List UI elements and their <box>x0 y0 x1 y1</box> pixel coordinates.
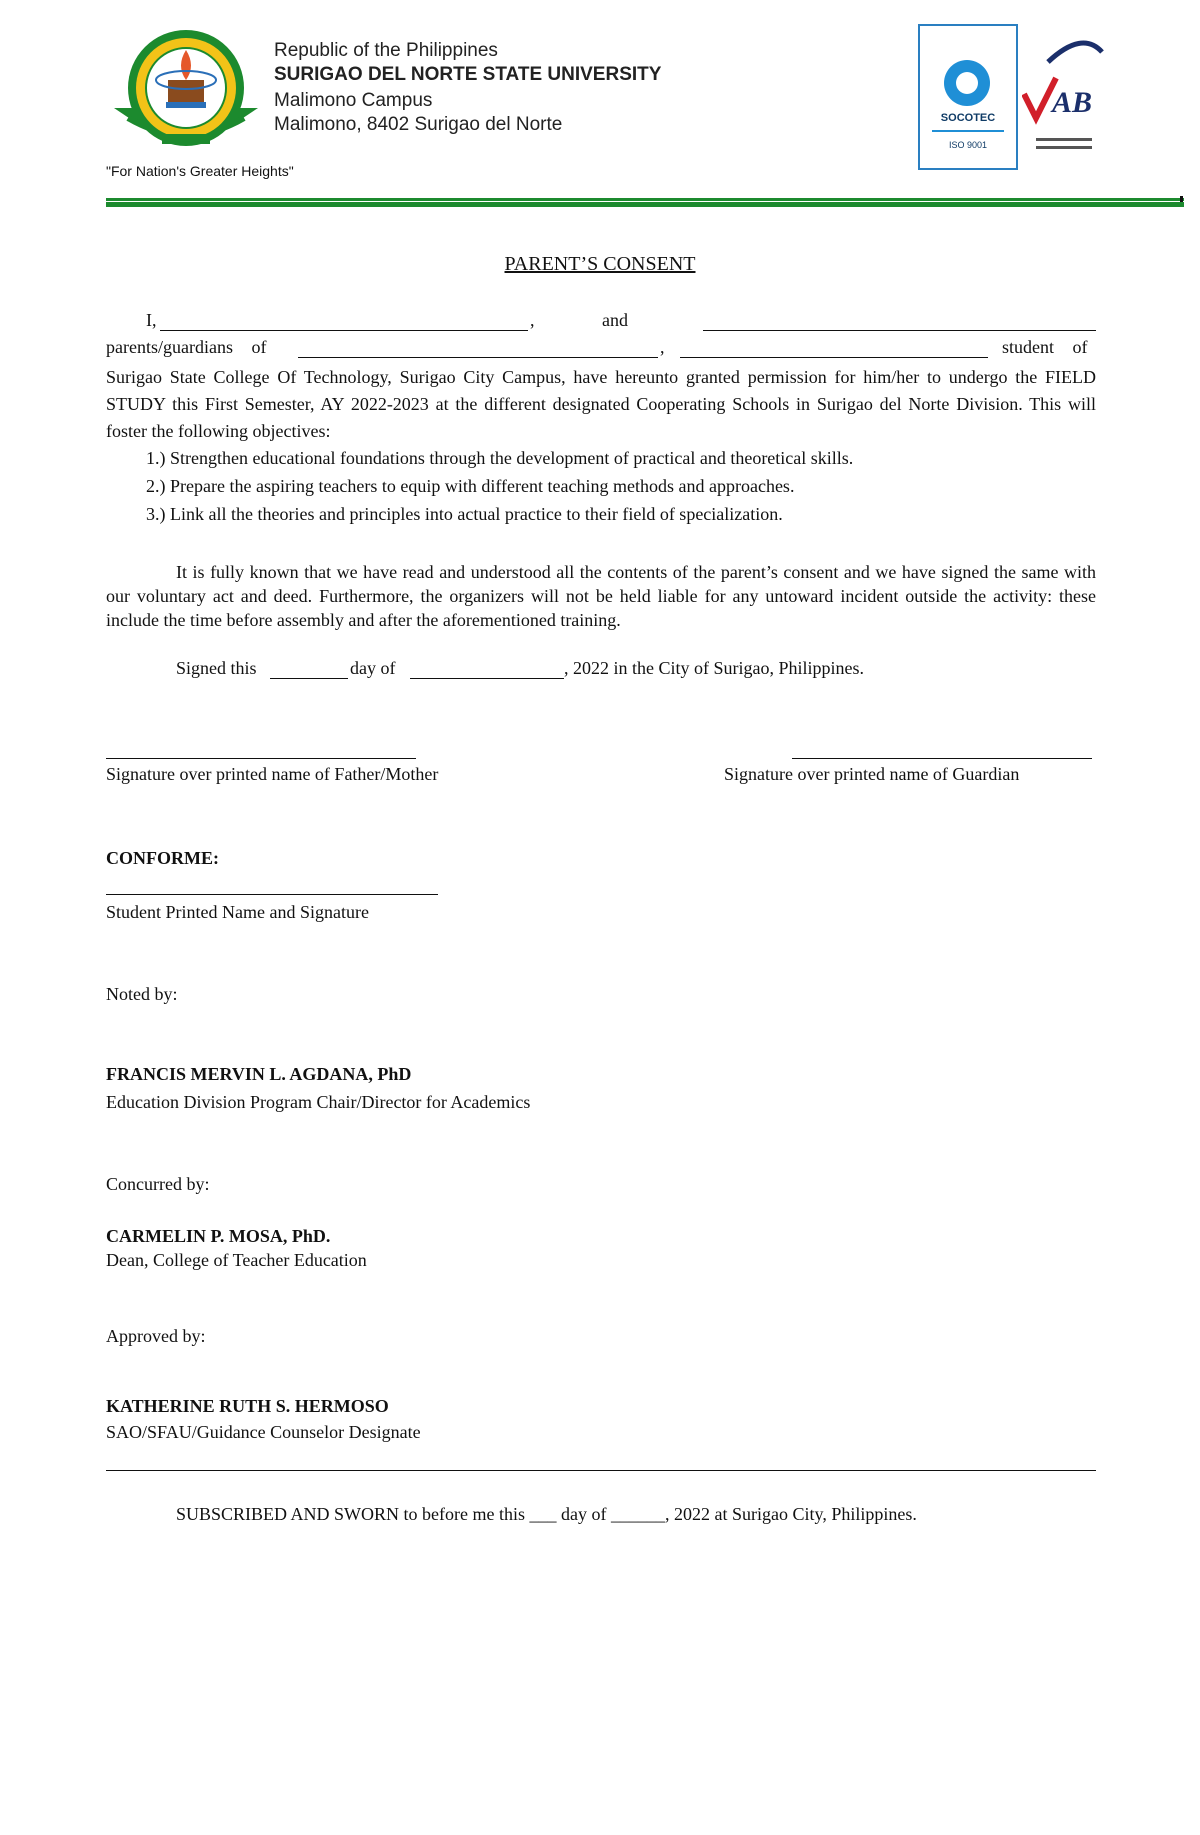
university-seal-logo <box>108 22 264 162</box>
noted-by-name: FRANCIS MERVIN L. AGDANA, PhD <box>106 1064 412 1084</box>
and-label: and <box>602 310 628 330</box>
pab-accreditation-logo <box>1022 34 1104 162</box>
header-republic: Republic of the Philippines <box>274 40 498 61</box>
bottom-divider <box>106 1470 1096 1471</box>
signed-day-blank[interactable] <box>270 660 348 679</box>
comma-label-2: , <box>660 337 665 357</box>
signed-this-label: Signed this <box>176 658 257 678</box>
socotec-circle-icon <box>944 60 990 106</box>
objective-item: 3.) Link all the theories and principles into actual practice to their field of specialization. <box>146 504 783 524</box>
approved-by-position: SAO/SFAU/Guidance Counselor Designate <box>106 1422 421 1442</box>
parent-name-blank-1[interactable] <box>160 312 528 331</box>
socotec-label: SOCOTEC <box>940 112 996 124</box>
concurred-by-label: Concurred by: <box>106 1174 210 1194</box>
socotec-iso-logo <box>918 24 1018 170</box>
header-motto: "For Nation's Greater Heights" <box>106 163 294 179</box>
permission-paragraph: Surigao State College Of Technology, Surigao City Campus, have hereunto granted permission for him/her to undergo the FIELD STUDY this First Semester, AY 2022-2023 at the different designated Cooperating Schools in Surigao del Norte Division. This will foster the following objectives: <box>106 367 1096 441</box>
sworn-statement: SUBSCRIBED AND SWORN to before me this ___ day of ______, 2022 at Surigao City, Philippines. <box>176 1504 917 1524</box>
header-campus: Malimono Campus <box>274 90 433 111</box>
student-name-blank[interactable] <box>298 339 658 358</box>
comma-label: , <box>530 310 535 330</box>
student-of-label: student of <box>1002 337 1088 357</box>
divider-end-mark <box>1180 196 1183 202</box>
objective-item: 2.) Prepare the aspiring teachers to equip with different teaching methods and approaches. <box>146 476 795 496</box>
guardian-signature-label: Signature over printed name of Guardian <box>724 764 1020 784</box>
noted-by-position: Education Division Program Chair/Director for Academics <box>106 1092 531 1112</box>
conforme-heading: CONFORME: <box>106 848 219 868</box>
header-address: Malimono, 8402 Surigao del Norte <box>274 114 563 135</box>
objective-item: 1.) Strengthen educational foundations through the development of practical and theoretical skills. <box>146 448 854 468</box>
header-divider <box>106 198 1184 207</box>
father-mother-signature-label: Signature over printed name of Father/Mother <box>106 764 439 784</box>
i-label: I, <box>146 310 157 330</box>
acknowledgement-paragraph: It is fully known that we have read and understood all the contents of the parent’s consent and we have signed the same with our voluntary act and deed. Furthermore, the organizers will not be held liable for any untoward incident outside the activity: these include the time before assembly and after the aforementioned training. <box>106 562 1096 630</box>
iso-label: ISO 9001 <box>948 140 988 150</box>
header-university-name: SURIGAO DEL NORTE STATE UNIVERSITY <box>274 64 662 85</box>
signed-month-blank[interactable] <box>410 660 564 679</box>
signed-suffix: , 2022 in the City of Surigao, Philippines. <box>564 658 864 678</box>
document-title: PARENT’S CONSENT <box>504 253 696 275</box>
parents-guardians-label: parents/guardians of <box>106 337 267 357</box>
student-signature-line[interactable] <box>106 894 438 895</box>
concurred-by-name: CARMELIN P. MOSA, PhD. <box>106 1226 331 1246</box>
noted-by-label: Noted by: <box>106 984 178 1004</box>
concurred-by-position: Dean, College of Teacher Education <box>106 1250 367 1270</box>
course-blank[interactable] <box>680 339 988 358</box>
pab-label: AB <box>1052 86 1093 119</box>
approved-by-label: Approved by: <box>106 1326 206 1346</box>
parent-name-blank-2[interactable] <box>703 312 1096 331</box>
father-mother-signature-line[interactable] <box>106 758 416 759</box>
signed-day-of-label: day of <box>350 658 396 678</box>
approved-by-name: KATHERINE RUTH S. HERMOSO <box>106 1396 389 1416</box>
student-signature-label: Student Printed Name and Signature <box>106 902 369 922</box>
guardian-signature-line[interactable] <box>792 758 1092 759</box>
